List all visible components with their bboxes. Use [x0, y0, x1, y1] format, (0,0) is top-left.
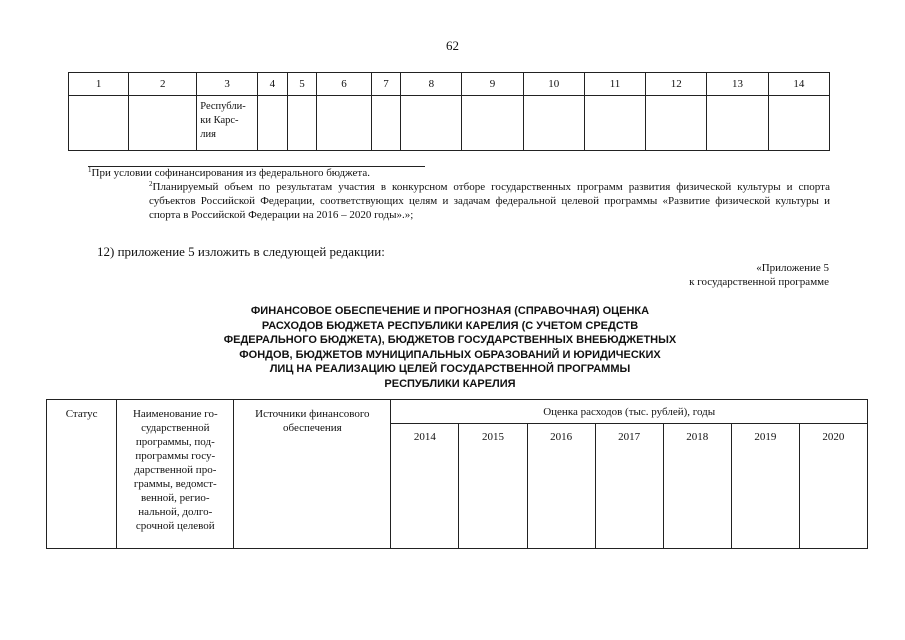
- column-number: 3: [197, 73, 258, 96]
- header-line: нальной, долго-: [138, 506, 213, 518]
- table-cell: [129, 96, 197, 151]
- document-title: [150, 304, 750, 392]
- footnote-1: [88, 166, 830, 180]
- table-cell: [371, 96, 401, 151]
- footnote-text: При условии софинансирования из федерального бюджета.: [91, 167, 370, 179]
- title-line: ЛИЦ НА РЕАЛИЗАЦИЮ ЦЕЛЕЙ ГОСУДАРСТВЕННОЙ ПРОГРАММЫ: [269, 363, 631, 376]
- header-line: программы, под-: [135, 436, 215, 448]
- header-line: венной, регио-: [140, 492, 210, 504]
- table-cell: [768, 96, 829, 151]
- year-header: 2014: [391, 424, 459, 549]
- table-cell-region: [197, 96, 258, 151]
- table-cell: [287, 96, 317, 151]
- header-line: программы госу-: [135, 450, 216, 462]
- table-cell: [317, 96, 371, 151]
- title-line: РАСХОДОВ БЮДЖЕТА РЕСПУБЛИКИ КАРЕЛИЯ (С УЧЕТОМ СРЕДСТВ: [261, 319, 639, 332]
- region-line: Республи-: [200, 101, 246, 112]
- footnote-mark: 2: [149, 180, 153, 188]
- year-header: 2017: [595, 424, 663, 549]
- column-number: 13: [707, 73, 768, 96]
- year-header: 2018: [663, 424, 731, 549]
- footnote-mark: 1: [88, 166, 92, 174]
- footnotes: [88, 166, 830, 222]
- column-number: 12: [646, 73, 707, 96]
- year-header: 2016: [527, 424, 595, 549]
- table-cell: [646, 96, 707, 151]
- table-cell: [401, 96, 462, 151]
- instruction-text: 12) приложение 5 изложить в следующей редакции:: [97, 244, 385, 259]
- title-line: ФЕДЕРАЛЬНОГО БЮДЖЕТА), БЮДЖЕТОВ ГОСУДАРСТВЕННЫХ ВНЕБЮДЖЕТНЫХ: [223, 334, 677, 347]
- year-header: 2020: [799, 424, 867, 549]
- column-number: 5: [287, 73, 317, 96]
- funding-source-header: [234, 400, 391, 549]
- column-number: 7: [371, 73, 401, 96]
- financing-table: [46, 399, 868, 549]
- header-line: граммы, ведомст-: [133, 478, 217, 490]
- table-row: [69, 96, 830, 151]
- column-number: 14: [768, 73, 829, 96]
- appendix-line: «Приложение 5: [756, 262, 829, 274]
- region-line: лия: [200, 129, 216, 140]
- header-line: Наименование го-: [132, 408, 218, 420]
- table-cell: [584, 96, 645, 151]
- column-number: 11: [584, 73, 645, 96]
- header-row: [47, 400, 868, 424]
- column-number: 6: [317, 73, 371, 96]
- year-header: 2015: [459, 424, 527, 549]
- title-line: ФОНДОВ, БЮДЖЕТОВ МУНИЦИПАЛЬНЫХ ОБРАЗОВАНИЙ И ЮРИДИЧЕСКИХ: [239, 348, 661, 361]
- table-cell: [707, 96, 768, 151]
- header-line: срочной целевой: [135, 520, 215, 532]
- table-cell: [258, 96, 288, 151]
- title-line: ФИНАНСОВОЕ ОБЕСПЕЧЕНИЕ И ПРОГНОЗНАЯ (СПРАВОЧНАЯ) ОЦЕНКА: [250, 305, 650, 317]
- header-line: Источники финансового: [255, 408, 370, 420]
- region-line: ки Карс-: [200, 115, 239, 126]
- header-line: дарственной про-: [134, 464, 217, 476]
- header-line: сударственной: [141, 422, 210, 434]
- appendix-line: к государственной программе: [689, 276, 829, 288]
- appendix-reference: [689, 261, 829, 289]
- footnote-text: Планируемый объем по результатам участия в конкурсном отборе государственных программ развития физической культуры и спорта субъектов Российской Федерации, соответствующих целям и задачам федеральной целевой программы «Развитие физической культуры и спорта в Российской Федерации на 2016 – 2020 годы».»;: [149, 181, 830, 221]
- table-cell: [523, 96, 584, 151]
- column-number: 9: [462, 73, 523, 96]
- status-header: Статус: [47, 400, 117, 549]
- expense-estimate-header: Оценка расходов (тыс. рублей), годы: [391, 400, 868, 424]
- column-number: 8: [401, 73, 462, 96]
- column-number: 2: [129, 73, 197, 96]
- header-line: обеспечения: [283, 422, 342, 434]
- page-number: 62: [446, 38, 459, 53]
- footnote-2: [61, 180, 830, 222]
- title-line: РЕСПУБЛИКИ КАРЕЛИЯ: [384, 377, 516, 390]
- column-number: 10: [523, 73, 584, 96]
- year-header: 2019: [731, 424, 799, 549]
- program-name-header: [117, 400, 234, 549]
- column-number: 4: [258, 73, 288, 96]
- continued-table: [68, 72, 830, 151]
- table-cell: [462, 96, 523, 151]
- column-number-row: [69, 73, 830, 96]
- column-number: 1: [69, 73, 129, 96]
- table-cell: [69, 96, 129, 151]
